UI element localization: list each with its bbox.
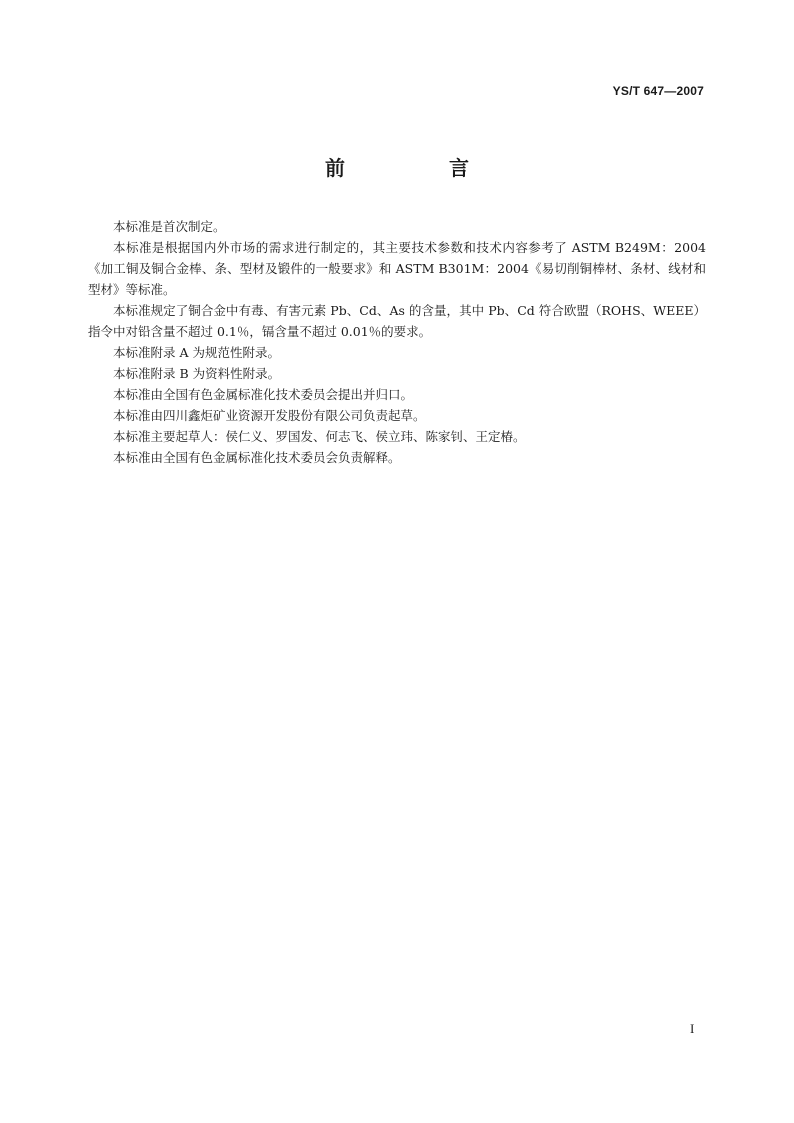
paragraph-proposer: 本标准由全国有色金属标准化技术委员会提出并归口。 [113, 387, 414, 402]
foreword-body [88, 216, 706, 468]
page-number: I [690, 1021, 695, 1036]
paragraph-drafting-unit: 本标准由四川鑫炬矿业资源开发股份有限公司负责起草。 [113, 408, 426, 423]
standard-code: YS/T 647—2007 [612, 84, 704, 98]
paragraph-interpretation: 本标准由全国有色金属标准化技术委员会负责解释。 [113, 450, 401, 465]
paragraph-first-edition: 本标准是首次制定。 [113, 219, 226, 234]
page-title: 前 言 [325, 156, 511, 180]
paragraph-annex-a: 本标准附录 A 为规范性附录。 [113, 345, 280, 360]
paragraph-annex-b: 本标准附录 B 为资料性附录。 [113, 366, 281, 381]
paragraph-hazardous-elements: 本标准规定了铜合金中有毒、有害元素 Pb、Cd、As 的含量，其中 Pb、Cd 符合欧盟（ROHS、WEEE）指令中对铅含量不超过 0.1％，镉含量不超过 0.01％的要求。 [88, 303, 706, 339]
paragraph-references: 本标准是根据国内外市场的需求进行制定的，其主要技术参数和技术内容参考了 ASTM B249M：2004《加工铜及铜合金棒、条、型材及锻件的一般要求》和 ASTM B301M：2004《易切削铜棒材、条材、线材和型材》等标准。 [88, 240, 706, 297]
paragraph-drafters: 本标准主要起草人：侯仁义、罗国发、何志飞、侯立玮、陈家钊、王定椿。 [113, 429, 526, 444]
